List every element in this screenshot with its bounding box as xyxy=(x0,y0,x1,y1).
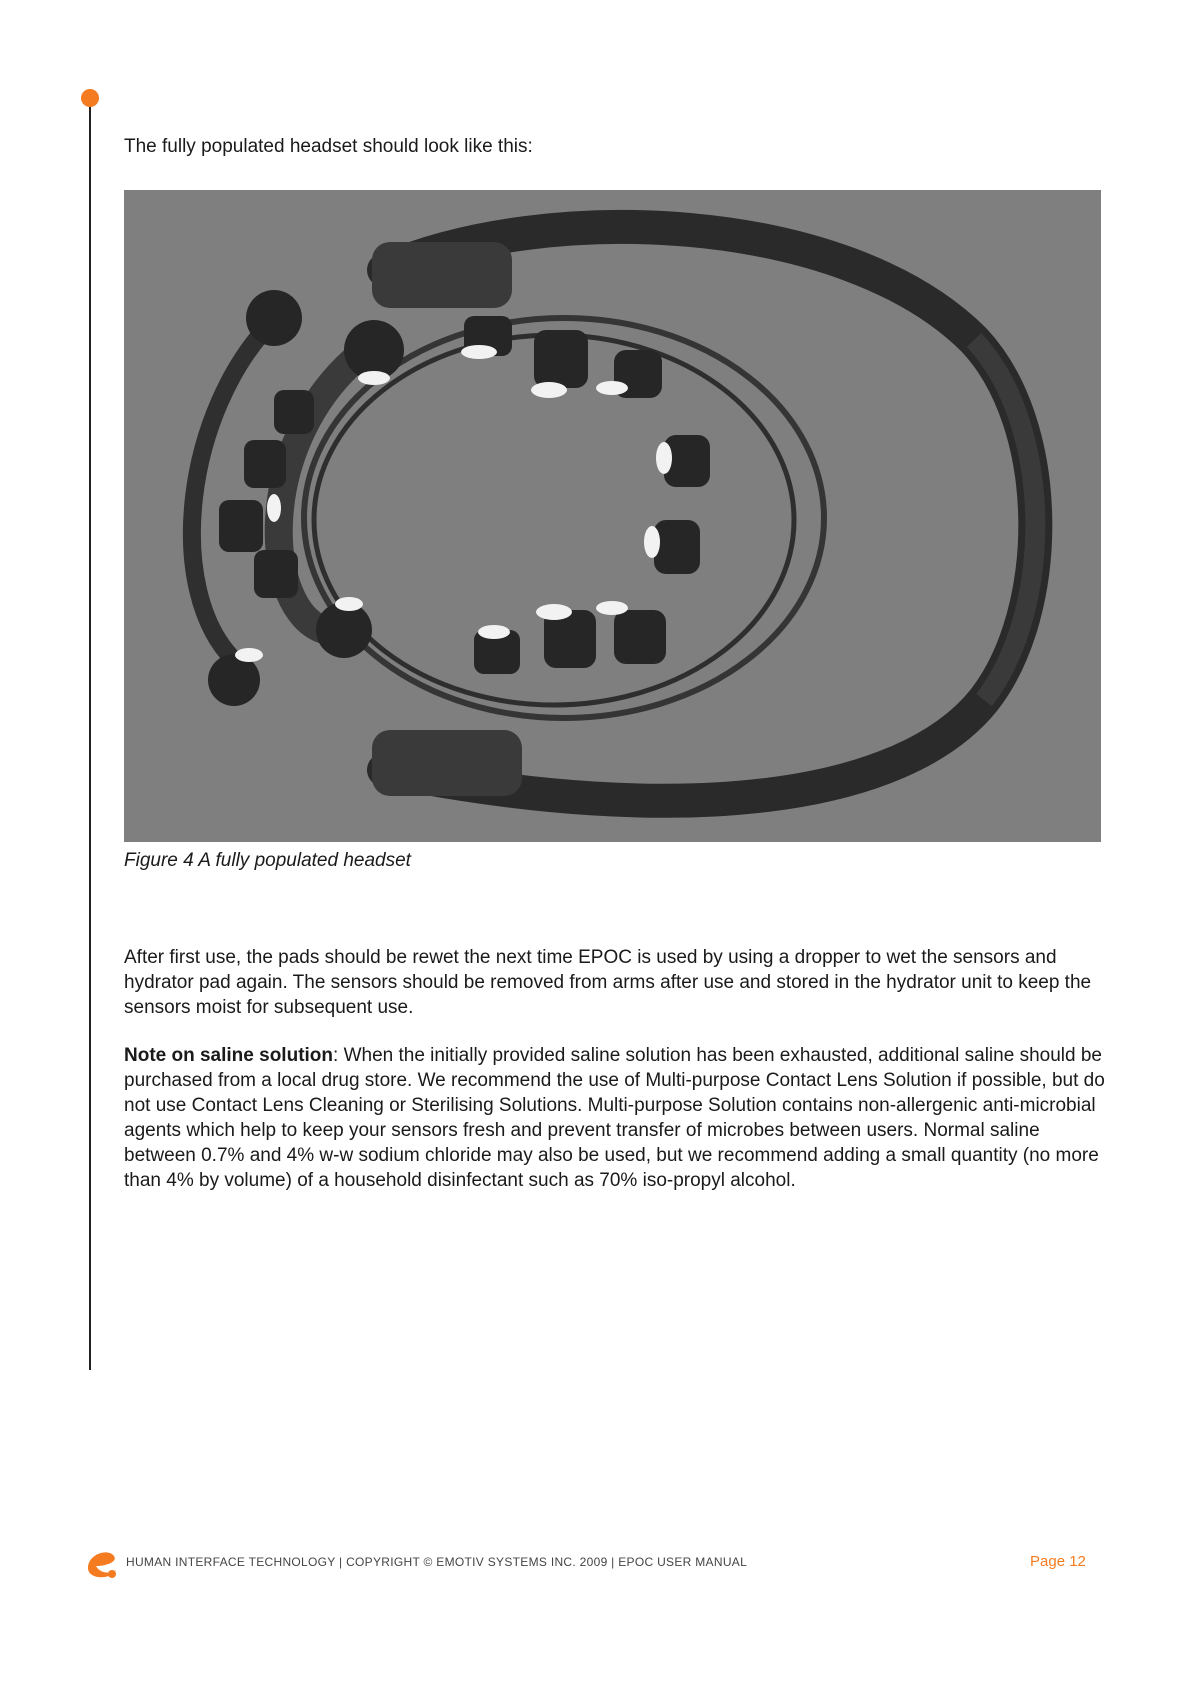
paragraph-rewet: After first use, the pads should be rewet the next time EPOC is used by using a dropper to wet the sensors and hydrator pad again. The sensors should be removed from arms after use and stored in the hydrator unit to keep the sensors moist for subsequent use. xyxy=(124,947,1092,1018)
margin-dot xyxy=(81,89,99,107)
figure-caption: Figure 4 A fully populated headset xyxy=(124,850,411,871)
headset-photo-icon xyxy=(124,190,1101,842)
margin-rule xyxy=(89,98,91,1370)
footer-text: HUMAN INTERFACE TECHNOLOGY | COPYRIGHT © EMOTIV SYSTEMS INC. 2009 | EPOC USER MANUAL xyxy=(126,1555,748,1569)
saline-body: : When the initially provided saline solution has been exhausted, additional saline should be purchased from a local drug store. We recommend the use of Multi-purpose Contact Lens Solution if possible, but do not use Contact Lens Cleaning or Sterilising Solutions. Multi-purpose Solution contains non-allergenic anti-microbial agents which help to keep your sensors fresh and prevent transfer of microbes between users. Normal saline between 0.7% and 4% w-w sodium chloride may also be used, but we recommend adding a small quantity (no more than 4% by volume) of a household disinfectant such as 70% iso-propyl alcohol. xyxy=(124,1045,1105,1191)
page-number: Page 12 xyxy=(1030,1553,1086,1570)
emotiv-logo-icon xyxy=(82,1546,120,1580)
paragraph-saline xyxy=(124,1043,1114,1193)
headset-figure xyxy=(124,190,1101,842)
saline-heading: Note on saline solution xyxy=(124,1045,334,1066)
intro-text: The fully populated headset should look like this: xyxy=(124,136,533,157)
